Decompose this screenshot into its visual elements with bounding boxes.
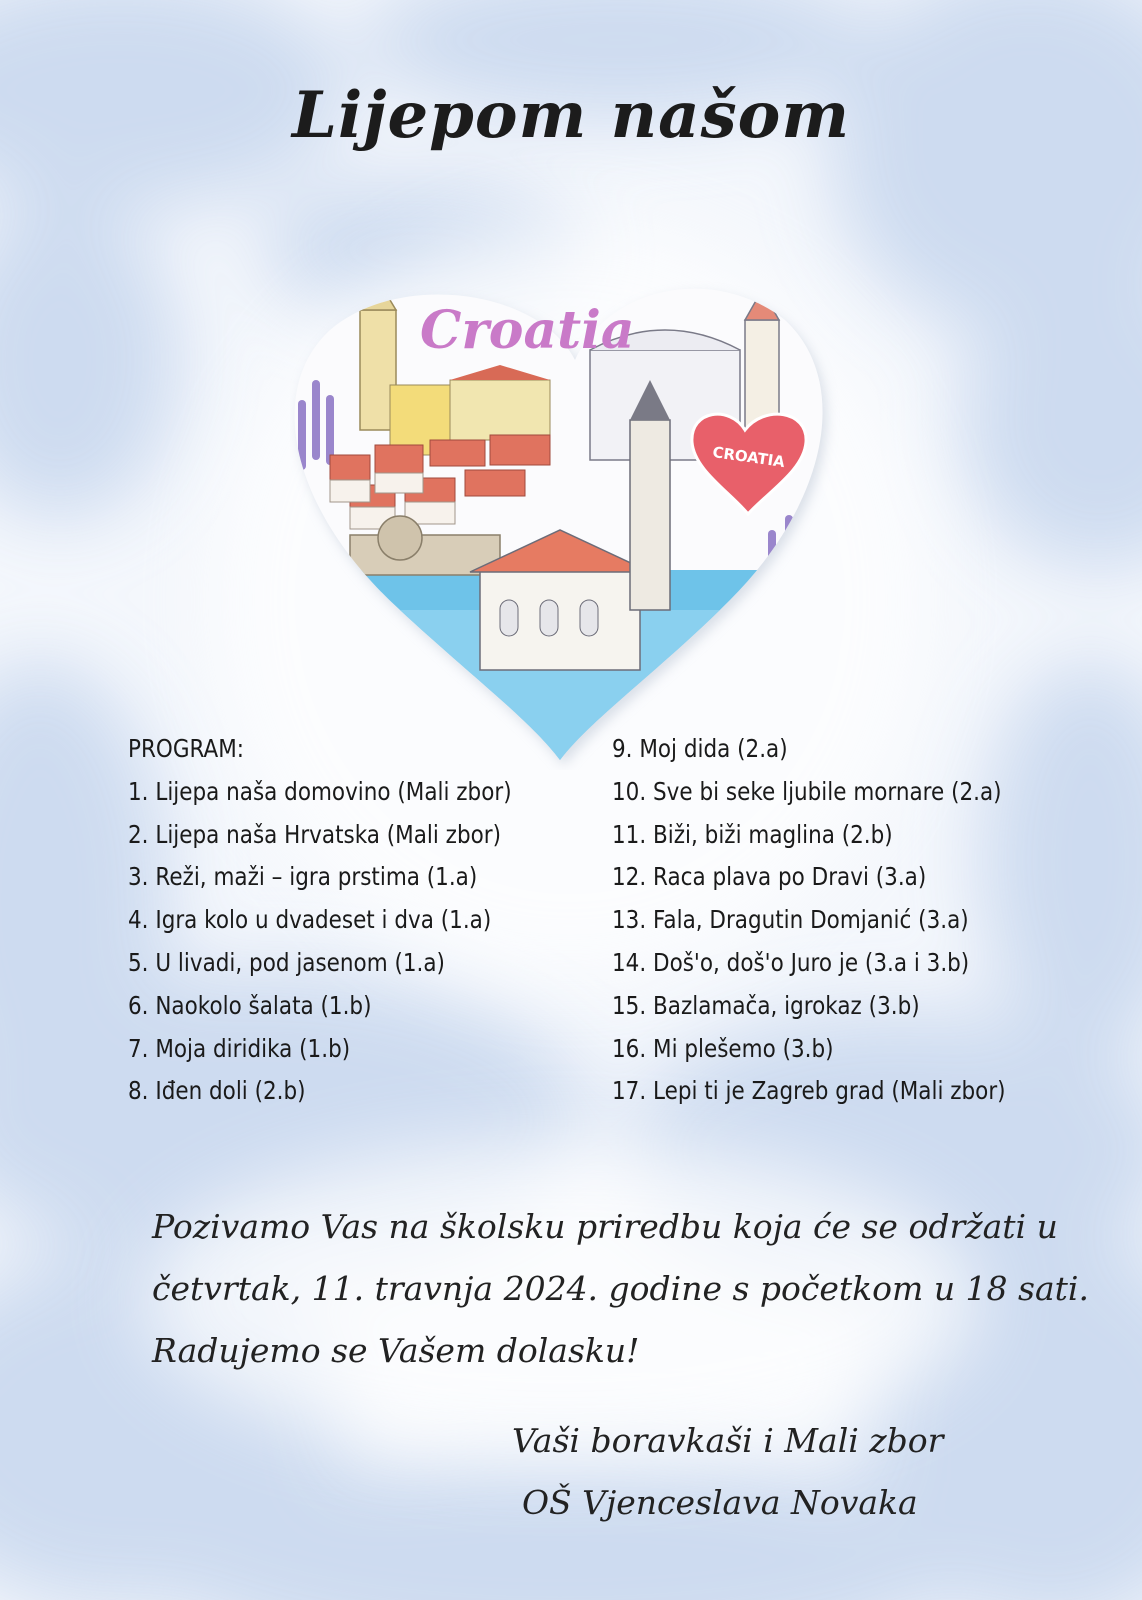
program-item: 8. Iđen doli (2.b) bbox=[128, 1076, 306, 1106]
croatia-badge-label: CROATIA bbox=[711, 443, 786, 472]
program-item: 15. Bazlamača, igrokaz (3.b) bbox=[612, 990, 920, 1020]
croatia-script-label: Croatia bbox=[420, 300, 635, 361]
program-item: 11. Biži, biži maglina (2.b) bbox=[612, 819, 893, 849]
program-item: 3. Reži, maži – igra prstima (1.a) bbox=[128, 862, 478, 892]
program-list-right bbox=[612, 728, 1006, 1113]
program-list-left bbox=[128, 728, 512, 1113]
program-item: 12. Raca plava po Dravi (3.a) bbox=[612, 862, 927, 892]
program-item: 4. Igra kolo u dvadeset i dva (1.a) bbox=[128, 905, 492, 935]
croatia-heart-illustration bbox=[290, 270, 850, 770]
program-item: 1. Lijepa naša domovino (Mali zbor) bbox=[128, 776, 512, 806]
program-item: 6. Naokolo šalata (1.b) bbox=[128, 990, 372, 1020]
invitation-line: Radujemo se Vašem dolasku! bbox=[152, 1331, 640, 1370]
program-item: 17. Lepi ti je Zagreb grad (Mali zbor) bbox=[612, 1076, 1006, 1106]
school-name: OŠ Vjenceslava Novaka bbox=[522, 1483, 918, 1522]
invitation-line: Pozivamo Vas na školsku priredbu koja će se održati u bbox=[152, 1207, 1058, 1246]
program-item: 14. Doš'o, doš'o Juro je (3.a i 3.b) bbox=[612, 947, 970, 977]
program-item: 13. Fala, Dragutin Domjanić (3.a) bbox=[612, 905, 969, 935]
program-item: 10. Sve bi seke ljubile mornare (2.a) bbox=[612, 776, 1002, 806]
page-title: Lijepom našom bbox=[291, 78, 851, 153]
invitation-line: četvrtak, 11. travnja 2024. godine s početkom u 18 sati. bbox=[152, 1269, 1089, 1308]
program-item: 5. U livadi, pod jasenom (1.a) bbox=[128, 947, 445, 977]
program-item: 2. Lijepa naša Hrvatska (Mali zbor) bbox=[128, 819, 501, 849]
program-item: 16. Mi plešemo (3.b) bbox=[612, 1033, 834, 1063]
signature-line: Vaši boravkaši i Mali zbor bbox=[512, 1421, 944, 1460]
invitation-text bbox=[152, 1196, 1089, 1382]
program-heading: PROGRAM: bbox=[128, 734, 245, 763]
program-item: 9. Moj dida (2.a) bbox=[612, 734, 788, 763]
signature bbox=[512, 1410, 943, 1534]
program-item: 7. Moja diridika (1.b) bbox=[128, 1033, 351, 1063]
